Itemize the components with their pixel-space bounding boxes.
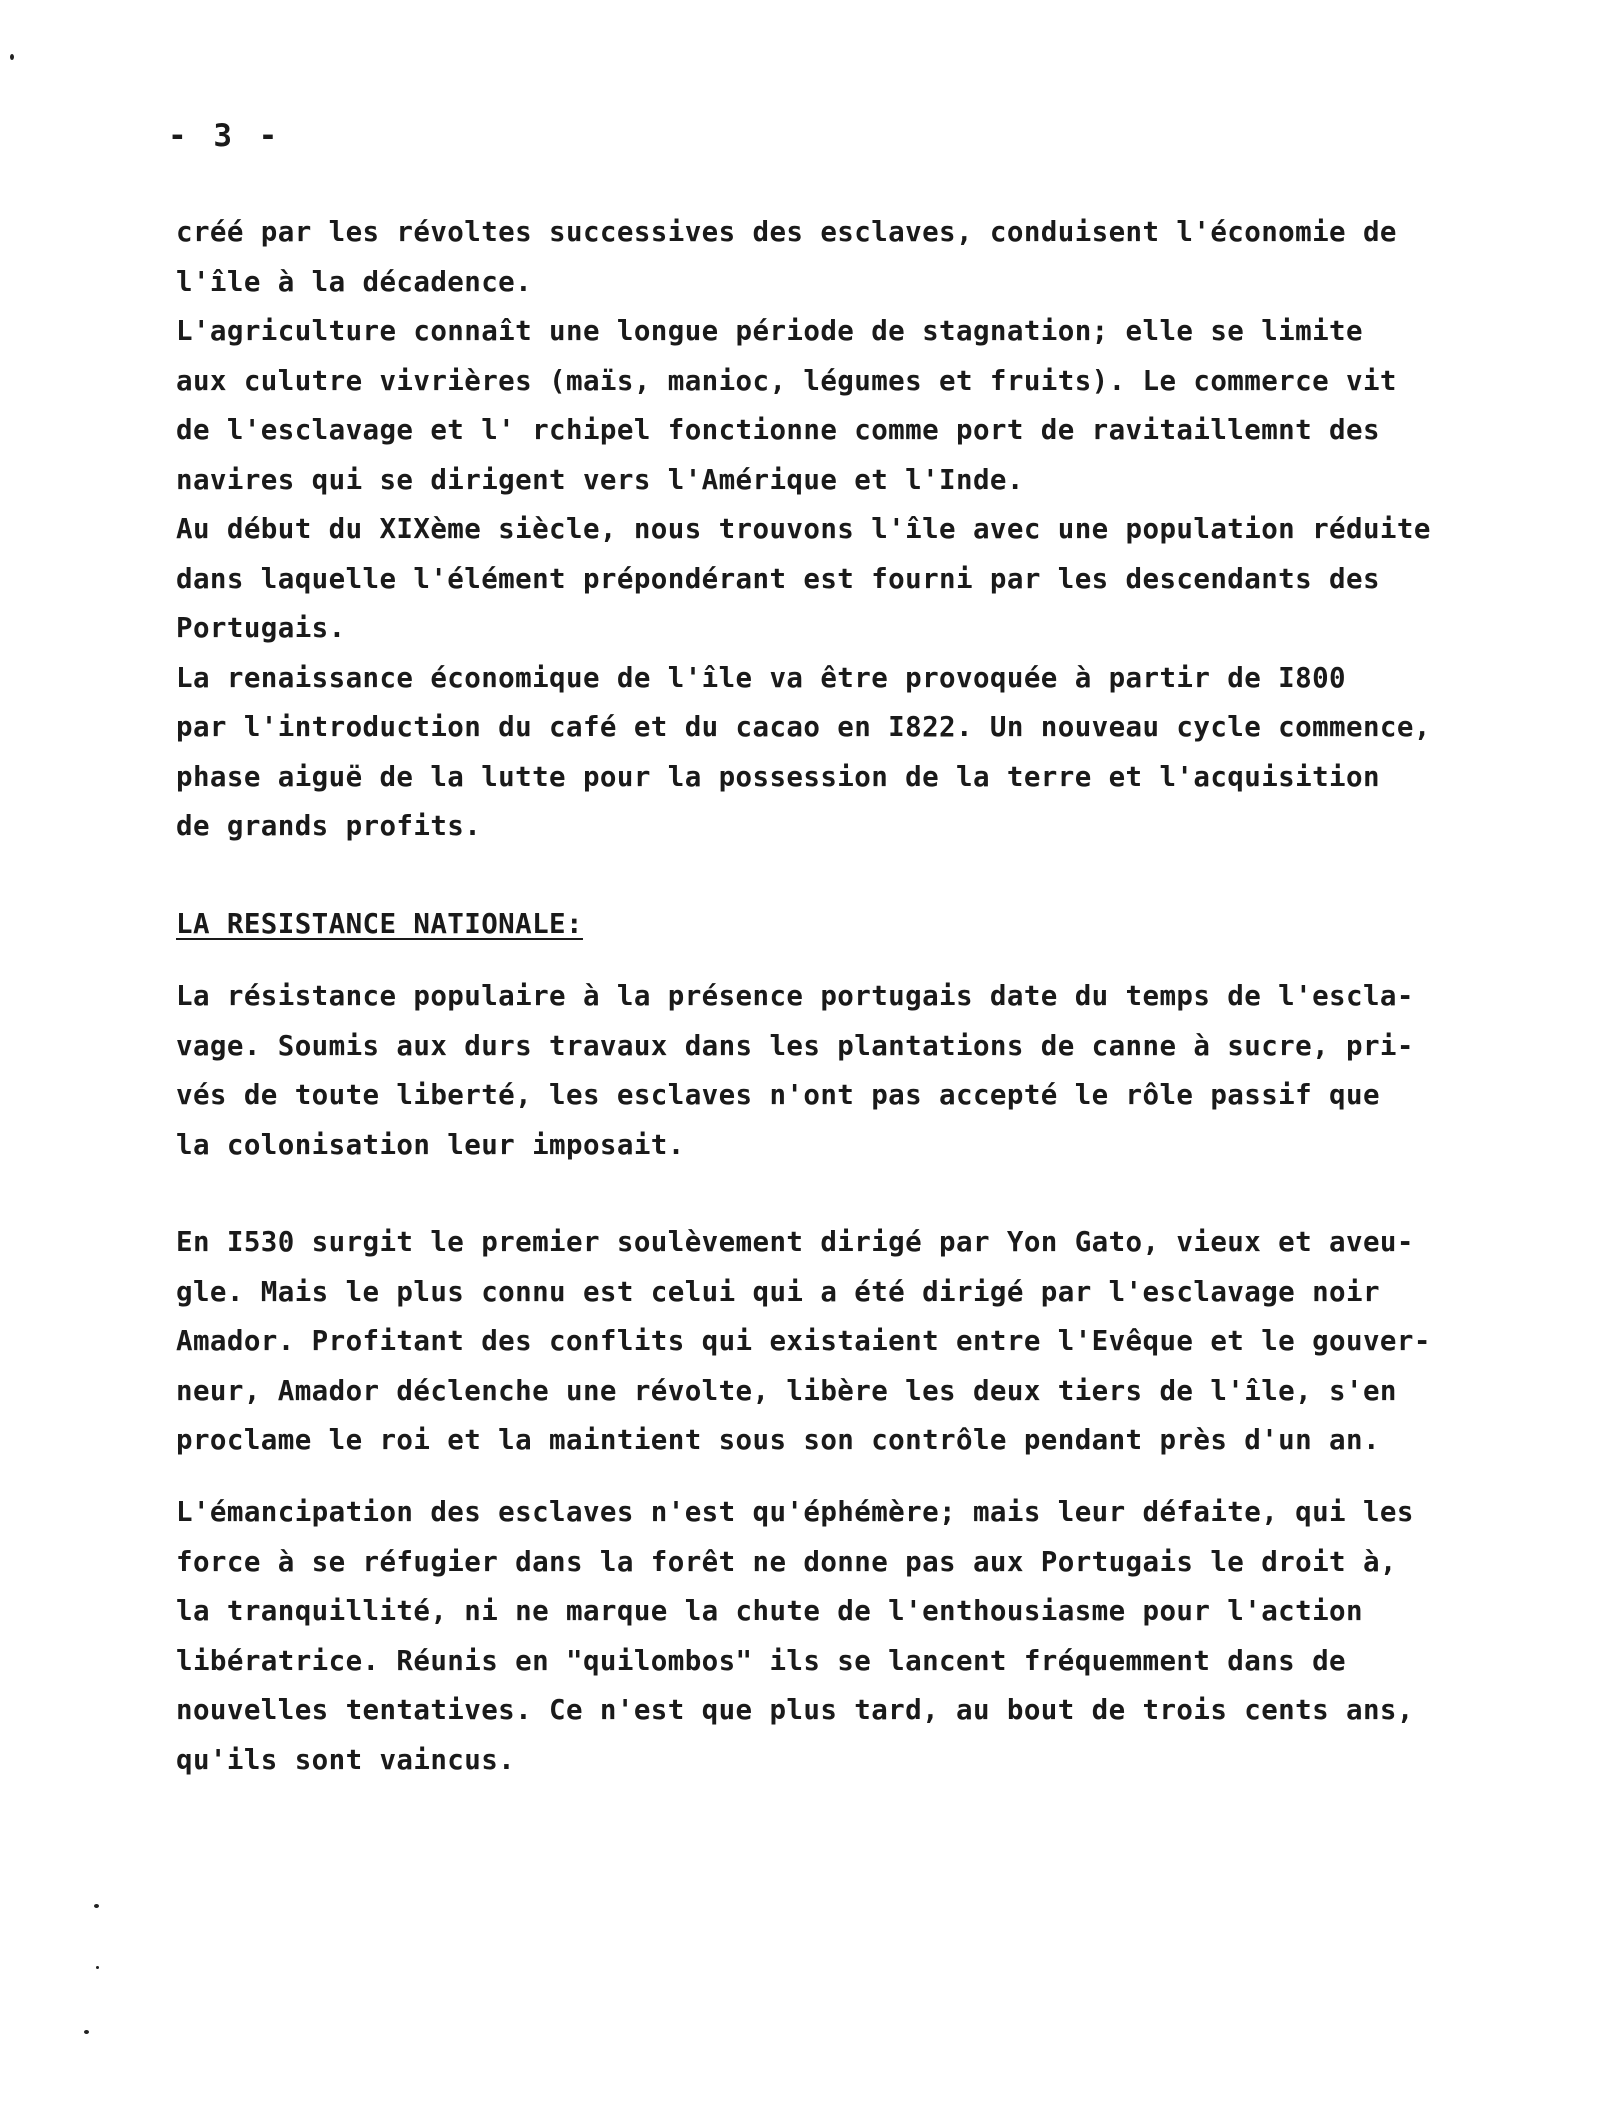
- text-line: la tranquillité, ni ne marque la chute de l'enthousiasme pour l'action: [176, 1595, 1363, 1627]
- text-line: de grands profits.: [176, 810, 482, 842]
- text-line: dans laquelle l'élément prépondérant est fourni par les descendants des: [176, 562, 1380, 595]
- text-line: Portugais.: [176, 612, 346, 644]
- text-line: de l'esclavage et l' rchipel fonctionne comme port de ravitaillemnt des: [176, 414, 1380, 446]
- text-line: libératrice. Réunis en "quilombos" ils se lancent fréquemment dans de: [176, 1644, 1346, 1677]
- text-line: créé par les révoltes successives des esclaves, conduisent l'économie de: [176, 216, 1397, 248]
- text-line: nouvelles tentatives. Ce n'est que plus tard, au bout de trois cents ans,: [176, 1694, 1414, 1726]
- text-line: L'agriculture connaît une longue période de stagnation; elle se limite: [176, 315, 1363, 347]
- text-line: La renaissance économique de l'île va être provoquée à partir de I800: [176, 661, 1346, 694]
- scan-speck: [94, 1904, 99, 1908]
- section-heading: LA RESISTANCE NATIONALE:: [176, 908, 583, 940]
- page-number: - 3 -: [168, 118, 282, 154]
- paragraph-uprising: [176, 1218, 1556, 1466]
- text-line: l'île à la décadence.: [176, 265, 533, 298]
- text-line: force à se réfugier dans la forêt ne donne pas aux Portugais le droit à,: [176, 1545, 1397, 1578]
- text-line: neur, Amador déclenche une révolte, libère les deux tiers de l'île, s'en: [176, 1374, 1397, 1407]
- text-line: aux culutre vivrières (maïs, manioc, légumes et fruits). Le commerce vit: [176, 364, 1397, 397]
- text-line: phase aiguë de la lutte pour la possession de la terre et l'acquisition: [176, 760, 1380, 793]
- text-line: Au début du XIXème siècle, nous trouvons l'île avec une population réduite: [176, 513, 1431, 545]
- text-line: la colonisation leur imposait.: [176, 1128, 685, 1161]
- text-line: Amador. Profitant des conflits qui existaient entre l'Evêque et le gouver-: [176, 1325, 1431, 1357]
- text-line: vés de toute liberté, les esclaves n'ont pas accepté le rôle passif que: [176, 1079, 1380, 1111]
- text-line: En I530 surgit le premier soulèvement dirigé par Yon Gato, vieux et aveu-: [176, 1226, 1414, 1258]
- text-line: par l'introduction du café et du cacao en I822. Un nouveau cycle commence,: [176, 711, 1431, 743]
- paragraph-intro: [176, 208, 1556, 852]
- text-line: La résistance populaire à la présence portugais date du temps de l'escla-: [176, 980, 1414, 1012]
- scan-speck: [96, 1966, 99, 1969]
- text-line: gle. Mais le plus connu est celui qui a été dirigé par l'esclavage noir: [176, 1275, 1380, 1308]
- text-line: qu'ils sont vaincus.: [176, 1743, 516, 1776]
- text-line: navires qui se dirigent vers l'Amérique et l'Inde.: [176, 463, 1024, 496]
- scan-speck: [10, 54, 14, 60]
- text-line: vage. Soumis aux durs travaux dans les plantations de canne à sucre, pri-: [176, 1029, 1414, 1062]
- paragraph-emancipation: [176, 1488, 1556, 1785]
- paragraph-resistance: [176, 972, 1556, 1170]
- scan-speck: [84, 2030, 89, 2034]
- text-line: L'émancipation des esclaves n'est qu'éphémère; mais leur défaite, qui les: [176, 1496, 1414, 1528]
- text-line: proclame le roi et la maintient sous son contrôle pendant près d'un an.: [176, 1424, 1380, 1456]
